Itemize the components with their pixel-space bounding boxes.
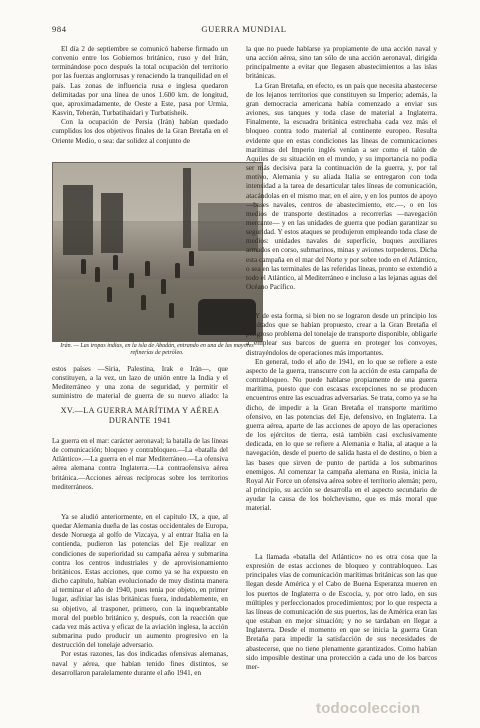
paragraph: Ya se aludió anteriormente, en el capítulo IX, a que, al quedar Alemania dueña de las costas occidentales de Europa, desde Noruega al golfo de Vizcaya, y al entrar Italia en la contienda, pudieron las potencias del Eje realizar en condiciones de superioridad su campaña aérea y submarina contra los centros industriales y de aprovisionamiento británicos. Estas acciones, que como ya se ha expuesto en dicho capítulo, habían evolucionado de muy distinta manera al terminar el año de 1940, pues tenía por objeto, en primer lugar, asfixiar las islas británicas fuera, indudablemente, en su objetivo, al trasponer, primero, con la inquebrantable moral del pueblo británico y, después, con la reacción que cada vez más activa y eficaz de la aviación inglesa, la acción submarina pudo producir un aumento progresivo en la destrucción del tonelaje adversario. <box>52 513 228 650</box>
left-column-top <box>52 45 228 155</box>
page-number: 984 <box>52 24 67 34</box>
running-title: GUERRA MUNDIAL <box>201 24 287 34</box>
left-column-bottom <box>52 513 228 688</box>
paragraph: En general, todo el año de 1941, en lo que se refiere a este aspecto de la guerra, transcurre con la acción de esta campaña de contrabloqueo. No puede hablarse propiamente de una guerra marítima, puesto que con escasas excepciones no se producen encuentros entre las escuadras adversarias. Se trata, como ya se ha dicho, de impedir a la Gran Bretaña el transporte marítimo ofensivo, en las potencias del Eje, defensivo, en Inglaterra. La guerra aérea, aparte de las acciones de apoyo de las operaciones de los ejércitos de tierra, está también casi exclusivamente dedicada, en lo que se refiere a Alemania e Italia, al ataque a la navegación, desde el puerto de salida hasta el de destino, o bien a las bases que sirven de punto de partida a los submarinos enemigos. Al comenzar la campaña alemana en Rusia, inicia la Royal Air Force un ofensiva aérea sobre el territorio alemán; pero, al principio, su acción se desarrolla en el aspecto secundario de ayudar la causa de los bolchevismo, que es más moral que material. <box>246 357 437 513</box>
watermark-logo <box>316 700 466 720</box>
right-column-bottom <box>246 553 437 688</box>
paragraph: la que no puede hablarse ya propiamente de una acción naval y una acción aérea, sino tan sólo de una acción aeronaval, dirigida principalmente a evitar que llegasen abastecimientos a las islas británicas. <box>246 45 437 81</box>
paragraph: La Gran Bretaña, en efecto, es un país que necesita abastecerse de los lejanos territorios que constituyen su Imperio; además, la gran democracia americana había comenzado a enviar sus aviones, sus tanques y toda clase de material a Inglaterra. Finalmente, la escuadra británica estrechaba cada vez más el bloqueo contra todo material al continente europeo. Resulta evidente que en estas condiciones las líneas de comunicaciones marítimas del Imperio inglés venían a ser como el talón de Aquiles de su situación en el mundo, y su importancia no podía ser más decisiva para la continuación de la guerra, y, por tal motivo, Alemania y su aliada Italia se entregaron con toda intensidad a la tarea de desarticular tales líneas de comunicación, atacándolas en el mismo mar, en el aire, y en los puntos de apoyo —bases navales, centros de abastecimiento, etc.—, o en los medios de transporte destinados a recorrerlas —navegación mercante— y en las unidades de guerra que podían garantizar su seguridad. Y estos ataques se produjeron empleando toda clase de medios: unidades navales de superficie, buques auxiliares armados en corso, submarinos, minas y aviones torpederos. Dicha esta campaña en el mar del Norte y por sobre todo en el Atlántico, o sea en las terminales de las referidas líneas, pronto se extendió a todo el Atlántico, al Mediterráneo e incluso a las lejanas aguas del Océano Pacífico. <box>246 81 437 292</box>
section-title: XV.—LA GUERRA MARÍTIMA Y AÉREA DURANTE 1941 <box>60 406 220 425</box>
paragraph: estos países —Siria, Palestina, Irak e Irán—, que constituyen, a la vez, un lazo de unión entre la India y el Mediterráneo y una zona de seguridad, y permitir el suministro de material de guerra de su nuevo aliado: la <box>52 365 228 401</box>
right-column-top <box>246 45 437 310</box>
section-summary: La guerra en el mar: carácter aeronaval; la batalla de las líneas de comunicación; bloqueo y contrabloqueo.—La «batalla del Atlántico».—La guerra en el mar Mediterráneo.—La ofensiva aérea alemana contra Inglaterra.—La contraofensiva aérea británica.—Acciones aéreas recíprocas sobre los territorios mediterráneos. <box>52 437 228 491</box>
right-column-middle <box>246 312 437 547</box>
paragraph: Con la ocupación de Persia (Irán) habían quedado cumplidos los dos objetivos finales de la Gran Bretaña en el Oriente Medio, o sea: dar solidez al conjunto de <box>52 118 228 145</box>
paragraph: Y de esta forma, si bien no se lograron desde un principio los resultados que se habían propuesto, crear a la Gran Bretaña el peligroso problema del tonelaje de transporte disponible, obligarle a emplear sus barcos de guerra en proteger los convoyes, distrayéndolos de operaciones más importantes. <box>246 312 437 357</box>
paragraph: El día 2 de septiembre se comunicó haberse firmado un convenio entre los Gobiernos británico, ruso y del Irán, terminándose poco después la total ocupación del territorio por las fuerzas anglorrusas y renaciendo la tranquilidad en el país. Las zonas de influencia rusa e inglesa quedaron delimitadas por una línea de unos 1.600 km. de longitud, que, aproximadamente, de Oeste a Este, pasa por Urmia, Kasvin, Teherán, Turbatihaidari y Turbatisheik. <box>52 45 228 118</box>
paragraph: Por estas razones, las dos indicadas ofensivas alemanas, naval y aérea, que habían tenido fines distintos, se desarrollaron paralelamente durante el año 1941, en <box>52 650 228 677</box>
watermark-text: todocoleccion <box>316 700 421 717</box>
photo-illustration <box>52 162 263 342</box>
running-header <box>52 24 436 36</box>
paragraph: La llamada «batalla del Atlántico» no es otra cosa que la expresión de estas acciones de bloqueo y contrabloqueo. Las principales vías de comunicación marítimas británicas son las que llegan desde América y el Cabo de Buena Esperanza mueren en los puertos de Inglaterra o de Escocia, y, por otro lado, en sus múltiples y perfeccionados procedimientos; por lo que respecta a las líneas de comunicación de sus puertos, las de América eran las que estaban en mejor situación; y no se tardaban en llegar a Inglaterra. Desde el momento en que se inicia la guerra Gran Bretaña para impedir la satisfacción de sus necesidades de abastecerse, que no tiene plenamente garantizados. Como habían sido imposible destinar una protección a cada uno de los barcos mer- <box>246 553 437 671</box>
left-column-middle <box>52 365 228 402</box>
photo-caption: Irán. — Las tropas indias, en la isla de Abadán, entrando en una de las mayores refinerías de petróleo. <box>60 343 254 357</box>
